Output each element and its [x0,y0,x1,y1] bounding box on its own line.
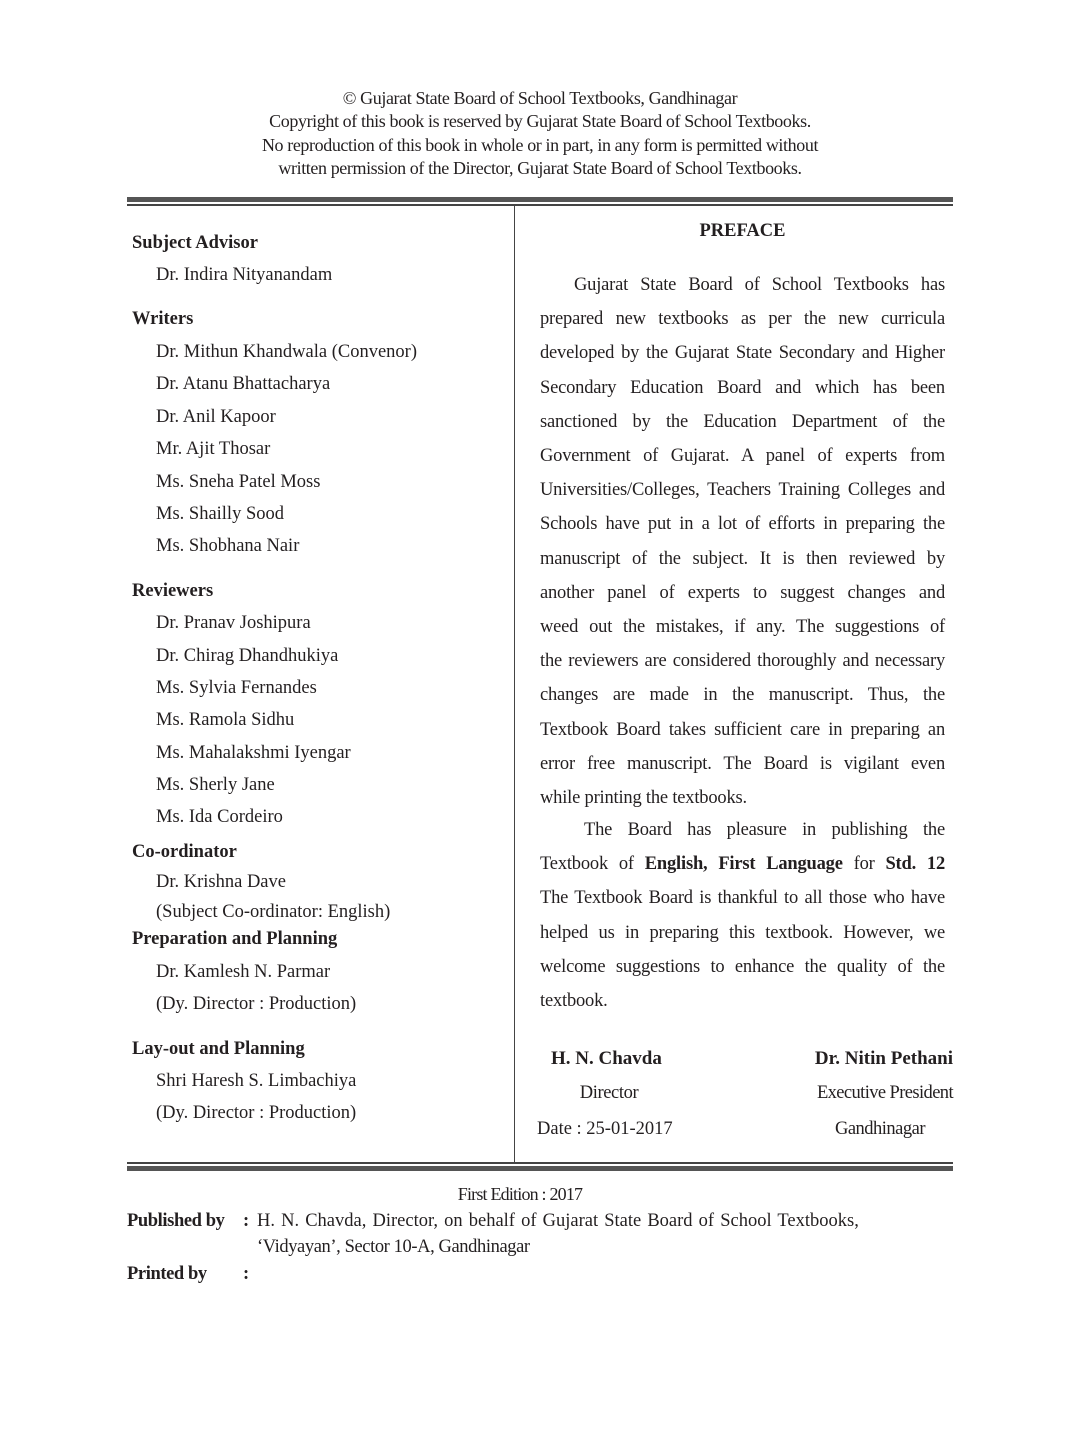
preface-line: manuscript of the subject. It is then reviewed by [540,548,945,569]
preparation-heading: Preparation and Planning [132,929,338,949]
preface-line: The Textbook Board is thankful to all those who have [540,888,945,908]
reviewers-heading: Reviewers [132,581,214,601]
preface-line: prepared new textbooks as per the new curricula [540,309,945,330]
credit-name: Dr. Pranav Joshipura [156,613,311,633]
signatory-left-title: Director [579,1083,639,1103]
preface-line: The Board has pleasure in publishing the [584,820,945,840]
credit-name: Mr. Ajit Thosar [156,439,271,459]
credit-name: Ms. Shobhana Nair [156,536,300,556]
preface-date: Date : 25-01-2017 [537,1119,673,1139]
text: Textbook of [540,854,645,874]
bottom-thick-rule [127,1166,953,1171]
preface-line: Secondary Education Board and which has been [540,377,945,398]
layout-heading: Lay-out and Planning [132,1039,305,1059]
writers-heading: Writers [132,309,194,329]
credit-name: (Dy. Director : Production) [156,994,357,1014]
published-colon: : [243,1211,250,1231]
credit-name: Ms. Shailly Sood [156,504,284,524]
credit-name: Ms. Sneha Patel Moss [156,472,321,492]
copyright-line: Copyright of this book is reserved by Gujarat State Board of School Textbooks. [269,111,811,131]
preface-line: error free manuscript. The Board is vigilant even [540,753,945,774]
preface-line: helped us in preparing this textbook. However, we [540,923,945,943]
text: for [842,854,886,874]
preface-title: PREFACE [699,221,786,241]
subject-advisor-heading: Subject Advisor [132,233,258,253]
credit-name: (Dy. Director : Production) [156,1103,357,1123]
preface-line: Universities/Colleges, Teachers Training Colleges and [540,480,945,501]
credit-name: Dr. Kamlesh N. Parmar [156,962,331,982]
preface-line-bold [540,854,945,875]
signatory-right-title: Executive President [816,1083,953,1103]
publisher-line: H. N. Chavda, Director, on behalf of Gujarat State Board of School Textbooks, [257,1211,859,1231]
preface-line: Gujarat State Board of School Textbooks has [574,275,945,295]
preface-line: another panel of experts to suggest changes and [540,582,945,603]
edition: First Edition : 2017 [457,1184,583,1204]
credit-name: Dr. Chirag Dhandhukiya [156,646,339,666]
printed-colon: : [243,1264,250,1284]
credit-name: Shri Haresh S. Limbachiya [156,1071,357,1091]
copyright-line: © Gujarat State Board of School Textbooks, Gandhinagar [342,88,738,108]
credit-name: Ms. Mahalakshmi Iyengar [156,743,351,763]
preface-line: weed out the mistakes, if any. The suggestions of [540,617,945,637]
printed-by-label: Printed by [127,1264,207,1284]
signatory-right-name: Dr. Nitin Pethani [814,1048,953,1069]
preface-line: Government of Gujarat. A panel of experts from [540,446,945,466]
preface-line: sanctioned by the Education Department of the [540,411,945,432]
top-thin-rule [127,204,953,206]
credit-name: Ms. Ida Cordeiro [156,807,283,827]
publisher-address: ‘Vidyayan’, Sector 10-A, Gandhinagar [257,1237,530,1257]
credit-name: Dr. Krishna Dave [156,872,286,892]
preface-line: Schools have put in a lot of efforts in preparing the [540,514,945,535]
preface-line: Textbook Board takes sufficient care in preparing an [540,719,945,740]
preface-line: changes are made in the manuscript. Thus, the [540,685,945,706]
published-by-label: Published by [127,1211,225,1231]
preface-line: welcome suggestions to enhance the quality of the [540,957,945,977]
copyright-line: No reproduction of this book in whole or in part, in any form is permitted without [261,135,819,155]
standard: Std. 12 [885,854,946,874]
preface-line: while printing the textbooks. [540,788,747,808]
credit-name: Dr. Atanu Bhattacharya [156,374,331,394]
signatory-right-place: Gandhinagar [834,1119,926,1139]
column-divider [514,205,515,1162]
credit-name: (Subject Co-ordinator: English) [156,902,391,922]
coordinator-heading: Co-ordinator [132,842,237,862]
credit-name: Dr. Anil Kapoor [156,407,276,427]
credit-name: Ms. Sherly Jane [156,775,275,795]
preface-line: textbook. [540,991,608,1011]
copyright-line: written permission of the Director, Gujarat State Board of School Textbooks. [278,158,802,178]
bottom-thin-rule [127,1162,953,1164]
credit-name: Dr. Indira Nityanandam [156,265,333,285]
preface-line: developed by the Gujarat State Secondary and Higher [540,343,945,364]
top-thick-rule [127,197,953,202]
preface-line: the reviewers are considered thoroughly and necessary [540,651,945,672]
credit-name: Ms. Sylvia Fernandes [156,678,317,698]
credit-name: Dr. Mithun Khandwala (Convenor) [156,342,418,362]
credit-name: Ms. Ramola Sidhu [156,710,295,730]
signatory-left-name: H. N. Chavda [551,1048,662,1069]
subject-name: English, First Language [644,854,843,874]
